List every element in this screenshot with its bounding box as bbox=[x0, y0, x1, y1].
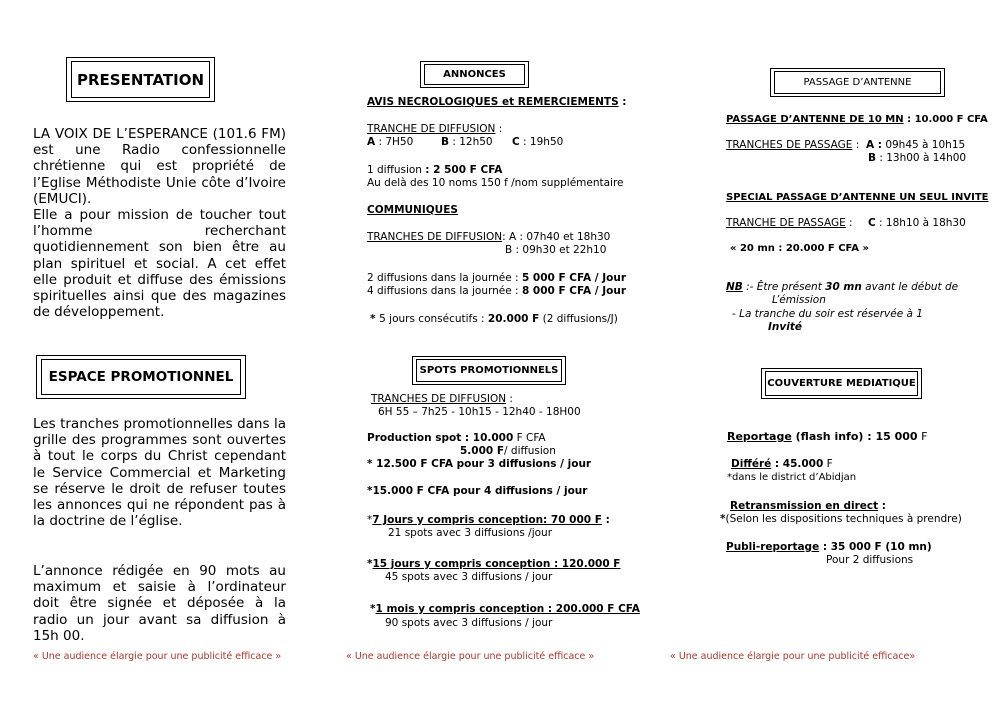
two-diffusions-price: 5 000 F CFA / Jour bbox=[521, 272, 627, 284]
passage-title: PASSAGE D’ANTENNE bbox=[803, 77, 912, 88]
differe bbox=[731, 458, 833, 471]
five-days-suffix: (2 diffusions/J) bbox=[539, 313, 618, 325]
differe-price: : 45.000 bbox=[771, 458, 824, 470]
presentation-paragraph-2: Elle a pour mission de toucher tout l’homme recherchant quotidiennement son bien être au plan spirituel et social. A cet effet elle produit et diffuse des émissions spirituelles ainsi que des magazines de développement. bbox=[33, 207, 286, 321]
spots-tranches-label bbox=[371, 393, 513, 406]
slot-b-time: : 12h50 bbox=[449, 136, 493, 148]
four-diffusions bbox=[367, 285, 626, 298]
passage-slot-b-label: B bbox=[868, 152, 877, 164]
production-spot-unit: F CFA bbox=[513, 432, 546, 444]
production-alt-suffix: / diffusion bbox=[504, 445, 556, 457]
slot-a-label: A bbox=[367, 136, 376, 148]
retransmission-note-text: (Selon les dispositions techniques à prendre) bbox=[725, 513, 962, 525]
twenty-mn-price: « 20 mn : 20.000 F CFA » bbox=[730, 243, 869, 254]
nb-label: NB bbox=[726, 281, 743, 293]
footer-slogan-2: « Une audience élargie pour une publicité efficace » bbox=[346, 651, 595, 662]
seven-days-spots: 21 spots avec 3 diffusions /jour bbox=[388, 527, 553, 539]
differe-unit: F bbox=[823, 458, 833, 470]
spots-title-box bbox=[416, 359, 562, 382]
tranches-diffusion-a bbox=[367, 231, 610, 244]
nb-line1-suffix: avant le début de bbox=[861, 281, 959, 293]
espace-title-box bbox=[41, 359, 241, 395]
tranches-a-times: : A : 07h40 et 18h30 bbox=[502, 231, 611, 243]
fifteen-days-spots: 45 spots avec 3 diffusions / jour bbox=[385, 571, 553, 583]
retransmission-label: Retransmission en direct bbox=[730, 500, 879, 512]
production-alt bbox=[460, 445, 556, 458]
five-days-prefix: 5 jours consécutifs : bbox=[379, 313, 488, 325]
spots-title: SPOTS PROMOTIONNELS bbox=[419, 365, 559, 376]
avis-heading-colon: : bbox=[618, 96, 627, 108]
retransmission bbox=[730, 500, 886, 513]
beyond-names: Au delà des 10 noms 150 f /nom supplémentaire bbox=[367, 177, 624, 189]
passage-slot-c-time: : 18h10 à 18h30 bbox=[875, 217, 966, 229]
one-month-text: 1 mois y compris conception : 200.000 F CFA bbox=[375, 603, 640, 615]
seven-days-text: 7 Jours y compris conception: 70 000 F bbox=[372, 514, 602, 526]
one-month-spots: 90 spots avec 3 diffusions / jour bbox=[385, 617, 553, 629]
special-passage-heading: SPECIAL PASSAGE D’ANTENNE UN SEUL INVITE bbox=[726, 192, 989, 203]
reportage-label: Reportage bbox=[727, 430, 792, 443]
tranches-diffusion-label: TRANCHES DE DIFFUSION bbox=[367, 231, 503, 243]
annonces-title-box bbox=[424, 64, 525, 85]
presentation-title-box bbox=[71, 61, 210, 98]
seven-days-colon: : bbox=[601, 514, 610, 526]
couverture-title-box bbox=[765, 371, 918, 396]
presentation-title: PRESENTATION bbox=[76, 70, 205, 89]
communiques-heading: COMMUNIQUES bbox=[367, 204, 458, 216]
passage-slot-c bbox=[868, 217, 966, 230]
differe-note: *dans le district d’Abidjan bbox=[727, 472, 857, 483]
fifteen-days-text: 15 jours y compris conception : 120.000 F bbox=[372, 558, 621, 570]
annonces-title: ANNONCES bbox=[443, 69, 506, 80]
passage-slot-a bbox=[866, 139, 965, 152]
tranches-passage-colon: : bbox=[852, 139, 860, 151]
nb-line1-prefix: :- Être présent bbox=[742, 281, 826, 293]
two-diffusions-prefix: 2 diffusions dans la journée : bbox=[367, 272, 522, 284]
tranche-passage-label: TRANCHE DE PASSAGE bbox=[726, 217, 846, 229]
two-diffusions bbox=[367, 272, 626, 285]
one-diffusion-value: : 2 500 F CFA bbox=[425, 164, 503, 176]
one-diffusion-price bbox=[367, 164, 502, 177]
tranches-passage bbox=[726, 139, 859, 152]
espace-paragraph-1: Les tranches promotionnelles dans la grille des programmes sont ouvertes à tout le corps du Christ cependant le Service Commercial et Marketing se réserve le droit de refuser toutes les annonces qui ne répondent pas à la doctrine de l’église. bbox=[33, 416, 286, 530]
five-days-star: * bbox=[370, 313, 380, 325]
passage-10mn-price: : 10.000 F CFA bbox=[903, 114, 988, 125]
seven-days-star: * bbox=[367, 514, 373, 526]
passage-slot-c-label: C bbox=[868, 217, 876, 229]
five-days-price: 20.000 F bbox=[487, 313, 540, 325]
four-diffusions-price: 8 000 F CFA / Jour bbox=[521, 285, 627, 297]
slot-a-time: : 7H50 bbox=[375, 136, 414, 148]
five-days-offer bbox=[370, 313, 618, 326]
reportage-extra: (flash info) : 15 000 bbox=[791, 430, 918, 443]
slot-a bbox=[367, 136, 413, 149]
nb-line-4: Invité bbox=[768, 321, 802, 333]
nb-line-3: - La tranche du soir est réservée à 1 bbox=[732, 308, 923, 320]
offer-12500: * 12.500 F CFA pour 3 diffusions / jour bbox=[367, 458, 592, 470]
slot-b-label: B bbox=[441, 136, 450, 148]
four-diffusions-prefix: 4 diffusions dans la journée : bbox=[367, 285, 522, 297]
passage-10mn bbox=[726, 114, 988, 126]
spots-tranches-text: TRANCHES DE DIFFUSION bbox=[371, 393, 507, 405]
one-month-star: * bbox=[370, 603, 376, 615]
publi-reportage-price: : 35 000 F (10 mn) bbox=[819, 541, 932, 553]
couverture-title: COUVERTURE MEDIATIQUE bbox=[767, 378, 916, 389]
nb-line1-bold: 30 mn bbox=[825, 281, 862, 293]
one-diffusion-prefix: 1 diffusion bbox=[367, 164, 426, 176]
passage-slot-b-time: : 13h00 à 14h00 bbox=[876, 152, 967, 164]
footer-slogan-3: « Une audience élargie pour une publicité efficace» bbox=[670, 651, 916, 662]
one-month-offer bbox=[370, 603, 640, 616]
passage-title-box bbox=[774, 71, 941, 94]
tranche-passage bbox=[726, 217, 853, 230]
tranche-passage-colon: : bbox=[845, 217, 853, 229]
offer-15000: *15.000 F CFA pour 4 diffusions / jour bbox=[367, 485, 588, 497]
passage-slot-a-label: A : bbox=[866, 139, 882, 151]
passage-10mn-label: PASSAGE D’ANTENNE DE 10 MN bbox=[726, 114, 904, 125]
retransmission-star: * bbox=[720, 513, 726, 525]
tranche-diffusion-colon: : bbox=[495, 123, 503, 135]
fifteen-days-star: * bbox=[367, 558, 373, 570]
slot-c-time: : 19h50 bbox=[519, 136, 564, 148]
tranche-diffusion-text: TRANCHE DE DIFFUSION bbox=[367, 123, 496, 135]
avis-heading-text: AVIS NECROLOGIQUES et REMERCIEMENTS bbox=[367, 96, 619, 108]
publi-reportage bbox=[726, 541, 932, 554]
reportage bbox=[727, 430, 927, 443]
spots-tranches-colon: : bbox=[506, 393, 513, 405]
production-spot bbox=[367, 432, 546, 445]
espace-paragraph-2: L’annonce rédigée en 90 mots au maximum et saisie à l’ordinateur doit être signée et déposée à la radio un jour avant sa diffusion à 15h 00. bbox=[33, 563, 286, 644]
footer-slogan-1: « Une audience élargie pour une publicité efficace » bbox=[33, 651, 282, 662]
espace-title: ESPACE PROMOTIONNEL bbox=[48, 369, 234, 385]
passage-slot-b bbox=[868, 152, 966, 165]
production-alt-price: 5.000 F bbox=[460, 445, 505, 457]
retransmission-note bbox=[720, 513, 962, 526]
seven-days-offer bbox=[367, 514, 610, 527]
tranches-passage-label: TRANCHES DE PASSAGE bbox=[726, 139, 853, 151]
publi-reportage-label: Publi-reportage bbox=[726, 541, 820, 553]
spots-times: 6H 55 – 7h25 - 10h15 - 12h40 - 18H00 bbox=[378, 406, 581, 418]
publi-reportage-note: Pour 2 diffusions bbox=[826, 554, 914, 566]
slot-b bbox=[441, 136, 493, 149]
fifteen-days-offer bbox=[367, 558, 620, 571]
tranche-diffusion-label bbox=[367, 123, 502, 136]
nb-line-2: L’émission bbox=[772, 294, 826, 306]
reportage-unit: F bbox=[917, 430, 928, 443]
slot-c-label: C bbox=[512, 136, 520, 148]
presentation-paragraph-1: LA VOIX DE L’ESPERANCE (101.6 FM) est une Radio confessionnelle chrétienne qui est propriété de l’Eglise Méthodiste Unie côte d’Ivoire (EMUCI). bbox=[33, 126, 286, 207]
differe-label: Différé bbox=[731, 458, 772, 470]
slot-c bbox=[512, 136, 563, 149]
avis-heading bbox=[367, 96, 627, 109]
tranches-b-times: B : 09h30 et 22h10 bbox=[505, 244, 607, 256]
production-spot-label: Production spot : 10.000 bbox=[367, 432, 514, 444]
nb-line-1 bbox=[726, 281, 958, 294]
retransmission-colon: : bbox=[878, 500, 886, 512]
passage-slot-a-time: 09h45 à 10h15 bbox=[881, 139, 966, 151]
